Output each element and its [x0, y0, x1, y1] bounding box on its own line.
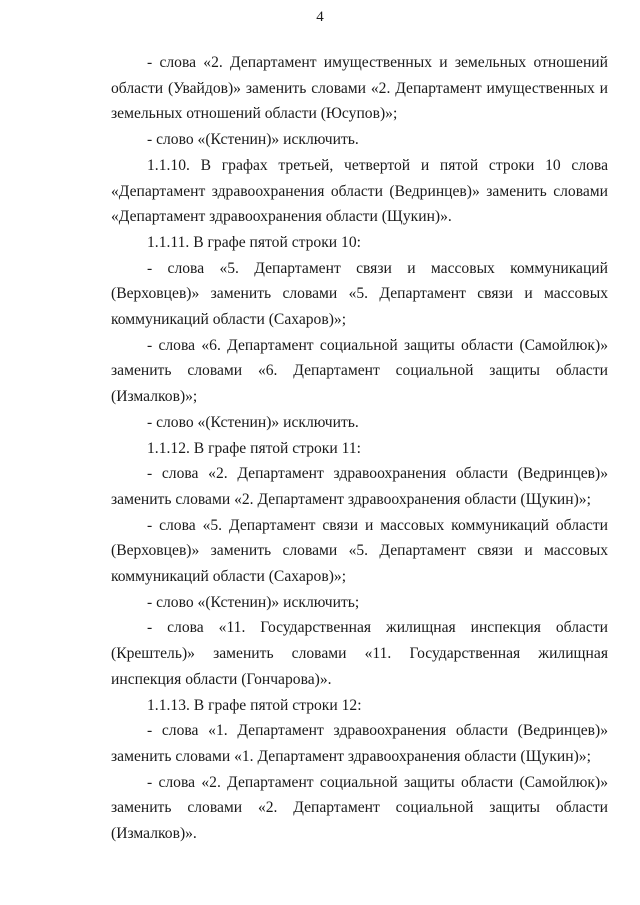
paragraph-3: 1.1.10. В графах третьей, четвертой и пятой строки 10 слова «Департамент здравоохранения области (Ведринцев)» заменить словами «Департамент здравоохранения области (Щукин)». [111, 156, 608, 226]
paragraph-15: - слова «2. Департамент социальной защиты области (Самойлюк)» заменить словами «2. Департамент социальной защиты области (Измалков)». [111, 773, 608, 843]
paragraph-2: - слово «(Кстенин)» исключить. [147, 131, 359, 149]
paragraph-4: 1.1.11. В графе пятой строки 10: [147, 233, 361, 251]
paragraph-8: 1.1.12. В графе пятой строки 11: [147, 439, 361, 457]
page-number: 4 [316, 9, 324, 25]
paragraph-10: - слова «5. Департамент связи и массовых коммуникаций области (Верховцев)» заменить словами «5. Департамент связи и массовых коммуникаций области (Сахаров)»; [111, 516, 608, 586]
paragraph-1: - слова «2. Департамент имущественных и земельных отношений области (Увайдов)» заменить словами «2. Департамент имущественных и земельных отношений области (Юсупов)»; [111, 54, 608, 123]
paragraph-14: - слова «1. Департамент здравоохранения области (Ведринцев)» заменить словами «1. Департамент здравоохранения области (Щукин)»; [111, 722, 608, 765]
paragraph-9: - слова «2. Департамент здравоохранения области (Ведринцев)» заменить словами «2. Департамент здравоохранения области (Щукин)»; [111, 465, 608, 508]
paragraph-7: - слово «(Кстенин)» исключить. [147, 413, 359, 431]
document-body [111, 50, 608, 847]
paragraph-12: - слова «11. Государственная жилищная инспекция области (Крештель)» заменить словами «11. Государственная жилищная инспекция области (Гончарова)». [111, 619, 608, 688]
paragraph-5: - слова «5. Департамент связи и массовых коммуникаций (Верховцев)» заменить словами «5. Департамент связи и массовых коммуникаций области (Сахаров)»; [111, 259, 608, 329]
paragraph-13: 1.1.13. В графе пятой строки 12: [147, 696, 362, 714]
paragraph-6: - слова «6. Департамент социальной защиты области (Самойлюк)» заменить словами «6. Департамент социальной защиты области (Измалков)»; [111, 336, 608, 406]
paragraph-11: - слово «(Кстенин)» исключить; [147, 593, 360, 611]
